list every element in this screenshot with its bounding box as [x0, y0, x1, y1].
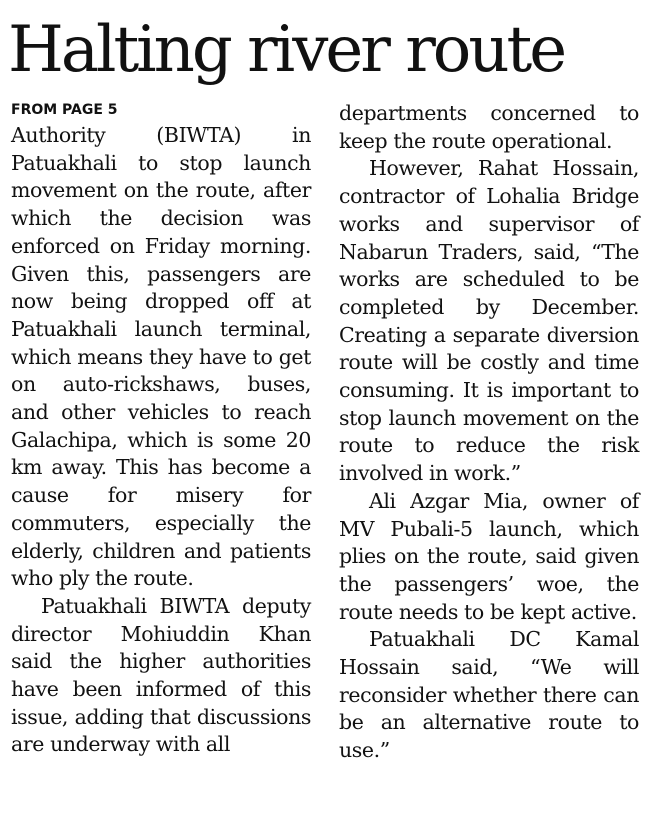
- article-column-right: [339, 100, 639, 765]
- headline: Halting river route: [8, 13, 565, 87]
- paragraph: departments concerned to keep the route operational.: [339, 101, 639, 153]
- paragraph: Ali Azgar Mia, owner of MV Pubali-5 launch, which plies on the route, said given the passengers’ woe, the route needs to be kept active.: [339, 488, 639, 624]
- paragraph: However, Rahat Hossain, contractor of Lohalia Bridge works and supervisor of Nabarun Traders, said, “The works are scheduled to be completed by December. Creating a separate diversion route will be costly and time consuming. It is important to stop launch movement on the route to reduce the risk involved in work.”: [339, 156, 639, 486]
- paragraph: Patuakhali BIWTA deputy director Mohiuddin Khan said the higher authorities have been informed of this issue, adding that discussions are underway with all: [11, 593, 311, 757]
- continuation-kicker: FROM PAGE 5: [11, 102, 118, 118]
- paragraph: Authority (BIWTA) in Patuakhali to stop launch movement on the route, after which the decision was enforced on Friday morning. Given this, passengers are now being dropped off at Patuakhali launch terminal, which means they have to get on auto-rickshaws, buses, and other vehicles to reach Galachipa, which is some 20 km away. This has become a cause for misery for commuters, especially the elderly, children and patients who ply the route.: [11, 123, 311, 591]
- article-column-left: [11, 100, 311, 759]
- paragraph: Patuakhali DC Kamal Hossain said, “We will reconsider whether there can be an alternative route to use.”: [339, 627, 639, 763]
